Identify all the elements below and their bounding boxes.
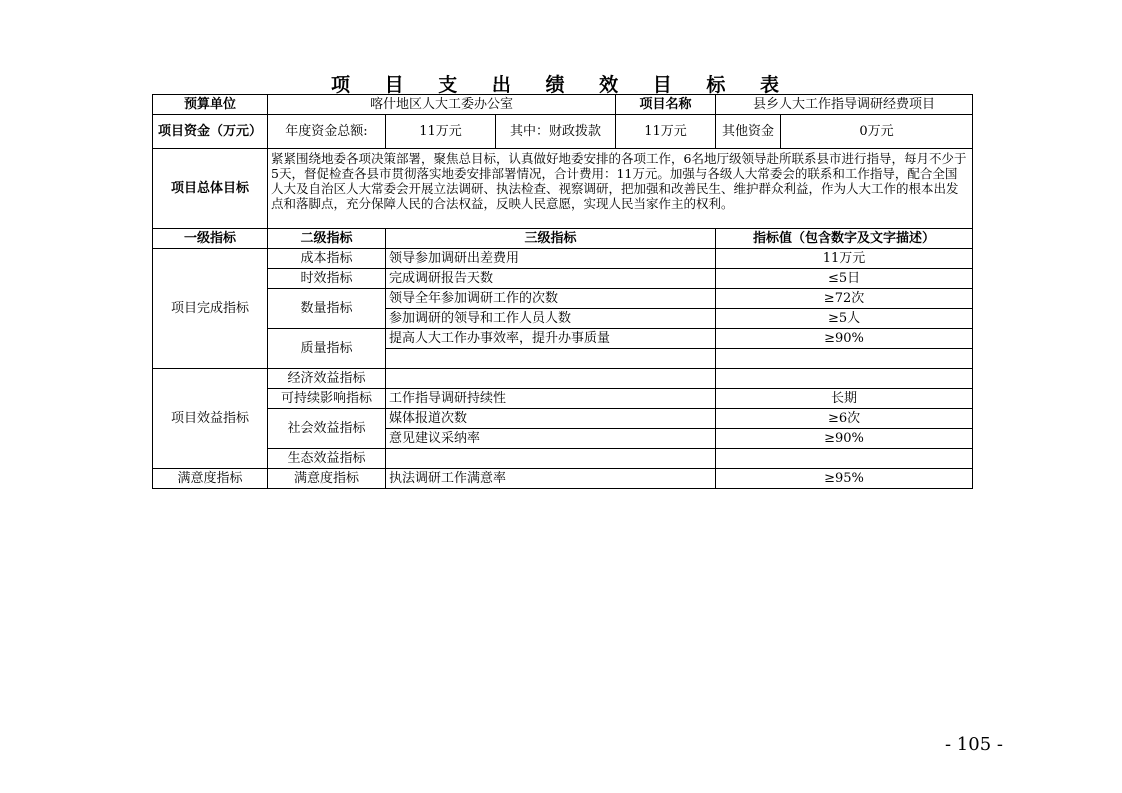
value-satisfaction: ≥95% bbox=[716, 469, 973, 489]
level2-sustain: 可持续影响指标 bbox=[268, 389, 386, 409]
level2-economic: 经济效益指标 bbox=[268, 369, 386, 389]
value-sustain: 长期 bbox=[716, 389, 973, 409]
level2-eco: 生态效益指标 bbox=[268, 449, 386, 469]
indicator-time: 完成调研报告天数 bbox=[386, 269, 716, 289]
value-quantity-1: ≥72次 bbox=[716, 289, 973, 309]
group-satisfaction: 满意度指标 bbox=[153, 469, 268, 489]
overall-goal-label: 项目总体目标 bbox=[153, 149, 268, 229]
other-funds-label: 其他资金 bbox=[716, 115, 781, 149]
value-cost: 11万元 bbox=[716, 249, 973, 269]
level2-cost: 成本指标 bbox=[268, 249, 386, 269]
indicator-economic bbox=[386, 369, 716, 389]
level2-social: 社会效益指标 bbox=[268, 409, 386, 449]
performance-target-table bbox=[152, 94, 973, 489]
indicator-quantity-2: 参加调研的领导和工作人员人数 bbox=[386, 309, 716, 329]
value-economic bbox=[716, 369, 973, 389]
budget-unit-label: 预算单位 bbox=[153, 95, 268, 115]
overall-goal-text: 紧紧围绕地委各项决策部署，聚焦总目标，认真做好地委安排的各项工作，6名地厅级领导赴所联系县市进行指导，每月不少于5天，督促检查各县市贯彻落实地委安排部署情况，合计费用：11万元。加强与各级人大常委会的联系和工作指导，配合全国人大及自治区人大常委会开展立法调研、执法检查、视察调研，把加强和改善民生、维护群众利益，作为人大工作的根本出发点和落脚点，充分保障人民的合法权益，反映人民意愿，实现人民当家作主的权利。 bbox=[268, 149, 973, 229]
value-eco bbox=[716, 449, 973, 469]
value-quantity-2: ≥5人 bbox=[716, 309, 973, 329]
indicator-quality-2 bbox=[386, 349, 716, 369]
page-number: - 105 - bbox=[945, 734, 1003, 755]
other-funds-value: 0万元 bbox=[781, 115, 973, 149]
level2-quality: 质量指标 bbox=[268, 329, 386, 369]
value-time: ≤5日 bbox=[716, 269, 973, 289]
level2-quantity: 数量指标 bbox=[268, 289, 386, 329]
col-level1-header: 一级指标 bbox=[153, 229, 268, 249]
annual-total-label: 年度资金总额: bbox=[268, 115, 386, 149]
indicator-satisfaction: 执法调研工作满意率 bbox=[386, 469, 716, 489]
indicator-quantity-1: 领导全年参加调研工作的次数 bbox=[386, 289, 716, 309]
level2-time: 时效指标 bbox=[268, 269, 386, 289]
table-title: 项 目 支 出 绩 效 目 标 表 bbox=[331, 74, 793, 96]
col-value-header: 指标值（包含数字及文字描述） bbox=[716, 229, 973, 249]
project-name-label: 项目名称 bbox=[616, 95, 716, 115]
budget-unit-value: 喀什地区人大工委办公室 bbox=[268, 95, 616, 115]
col-level3-header: 三级指标 bbox=[386, 229, 716, 249]
group-benefit: 项目效益指标 bbox=[153, 369, 268, 469]
level2-satisfaction: 满意度指标 bbox=[268, 469, 386, 489]
indicator-social-1: 媒体报道次数 bbox=[386, 409, 716, 429]
col-level2-header: 二级指标 bbox=[268, 229, 386, 249]
value-social-2: ≥90% bbox=[716, 429, 973, 449]
value-quality-2 bbox=[716, 349, 973, 369]
indicator-social-2: 意见建议采纳率 bbox=[386, 429, 716, 449]
indicator-quality-1: 提高人大工作办事效率，提升办事质量 bbox=[386, 329, 716, 349]
annual-total-value: 11万元 bbox=[386, 115, 496, 149]
indicator-eco bbox=[386, 449, 716, 469]
value-social-1: ≥6次 bbox=[716, 409, 973, 429]
indicator-sustain: 工作指导调研持续性 bbox=[386, 389, 716, 409]
group-completion: 项目完成指标 bbox=[153, 249, 268, 369]
fiscal-funds-label: 其中：财政拨款 bbox=[496, 115, 616, 149]
project-funds-label: 项目资金（万元） bbox=[153, 115, 268, 149]
project-name-value: 县乡人大工作指导调研经费项目 bbox=[716, 95, 973, 115]
indicator-cost: 领导参加调研出差费用 bbox=[386, 249, 716, 269]
value-quality-1: ≥90% bbox=[716, 329, 973, 349]
fiscal-funds-value: 11万元 bbox=[616, 115, 716, 149]
